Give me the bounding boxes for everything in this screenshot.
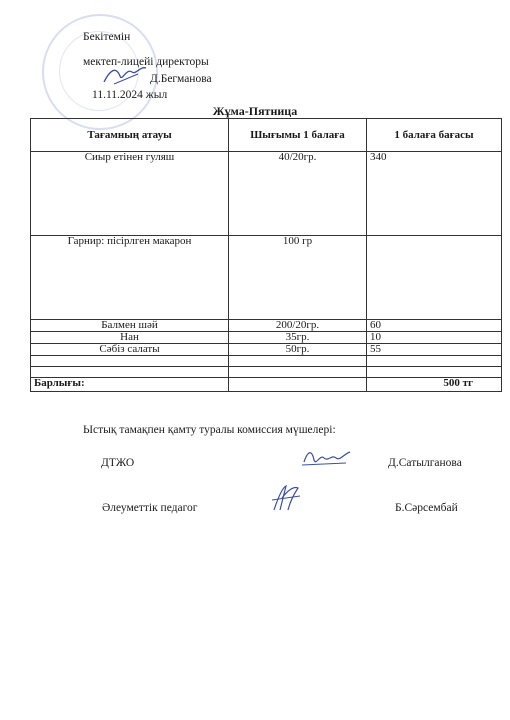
table-row bbox=[31, 236, 502, 320]
member-name: Д.Сатылганова bbox=[388, 457, 462, 469]
table-row bbox=[31, 320, 502, 332]
dish-name: Балмен шәй bbox=[31, 320, 229, 332]
dish-name: Сәбіз салаты bbox=[31, 344, 229, 356]
table-total-row bbox=[31, 378, 502, 392]
signature-2-icon bbox=[268, 482, 304, 514]
table-row-empty bbox=[31, 356, 502, 367]
table-row bbox=[31, 332, 502, 344]
dish-price: 340 bbox=[367, 152, 502, 236]
director-signature-icon bbox=[100, 62, 150, 88]
member-role: Әлеуметтік педагог bbox=[102, 502, 198, 514]
approval-line-position: мектеп-лицейі директоры bbox=[83, 56, 209, 68]
dish-price bbox=[367, 236, 502, 320]
dish-yield: 50гр. bbox=[229, 344, 367, 356]
total-label: Барлығы: bbox=[31, 378, 229, 392]
table-row bbox=[31, 344, 502, 356]
dish-yield: 40/20гр. bbox=[229, 152, 367, 236]
header-price: 1 балаға бағасы bbox=[367, 119, 502, 152]
dish-price: 60 bbox=[367, 320, 502, 332]
menu-table bbox=[30, 118, 502, 392]
dish-name: Сиыр етінен гуляш bbox=[31, 152, 229, 236]
commission-heading: Ыстық тамақпен қамту туралы комиссия мүшелері: bbox=[83, 424, 336, 436]
dish-price: 10 bbox=[367, 332, 502, 344]
dish-name: Нан bbox=[31, 332, 229, 344]
table-row-empty bbox=[31, 367, 502, 378]
page-title: Жұма-Пятница bbox=[212, 104, 298, 118]
member-name: Б.Сәрсембай bbox=[395, 502, 458, 514]
dish-price: 55 bbox=[367, 344, 502, 356]
approval-line-director-name: Д.Бегманова bbox=[150, 73, 212, 85]
dish-yield: 35гр. bbox=[229, 332, 367, 344]
header-dish-name: Тағамның атауы bbox=[31, 119, 229, 152]
approval-line-approve: Бекітемін bbox=[83, 31, 131, 43]
signature-1-icon bbox=[300, 446, 356, 470]
dish-yield: 200/20гр. bbox=[229, 320, 367, 332]
header-yield: Шығымы 1 балаға bbox=[229, 119, 367, 152]
dish-yield: 100 гр bbox=[229, 236, 367, 320]
table-row bbox=[31, 152, 502, 236]
total-value: 500 тг bbox=[367, 378, 502, 392]
table-header-row bbox=[31, 119, 502, 152]
approval-line-date: 11.11.2024 жыл bbox=[92, 89, 168, 101]
dish-name: Гарнир: пісірлген макарон bbox=[31, 236, 229, 320]
member-role: ДТЖО bbox=[101, 457, 135, 469]
